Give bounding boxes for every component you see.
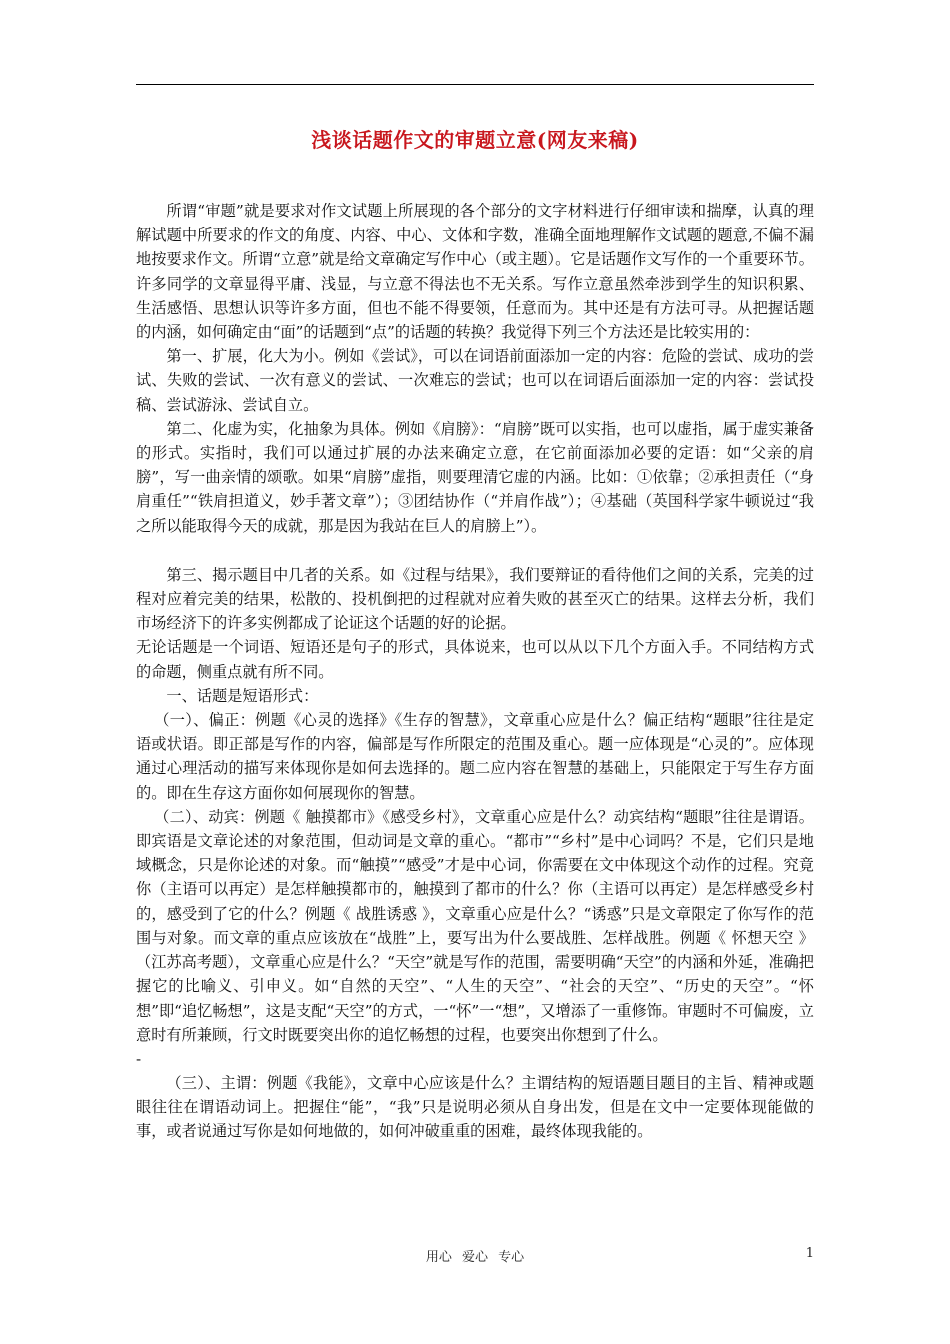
paragraph-method-2: 第二、化虚为实，化抽象为具体。例如《肩膀》：“肩膀”既可以实指，也可以虚指，属于虚实兼备的形式。实指时，我们可以通过扩展的办法来确定立意，在它前面添加必要的定语：如“父亲的肩膀”，写一曲亲情的颂歌。如果“肩膀”虚指，则要理清它虚的内涵。比如：①依靠；②承担责任（“身肩重任”“铁肩担道义，妙手著文章”）；③团结协作（“并肩作战”）；④基础（英国科学家牛顿说过“我之所以能取得今天的成就，那是因为我站在巨人的肩膀上”）。 (136, 419, 814, 535)
paragraph-intro: 所谓“审题”就是要求对作文试题上所展现的各个部分的文字材料进行仔细审读和揣摩，认真的理解试题中所要求的作文的角度、内容、中心、文体和字数，准确全面地理解作文试题的题意,不偏不漏地按要求作文。所谓“立意”就是给文章确定写作中心（或主题）。它是话题作文写作的一个重要环节。许多同学的文章显得平庸、浅显，与立意不得法也不无关系。写作立意虽然牵涉到学生的知识积累、生活感悟、思想认识等许多方面，但也不能不得要领，任意而为。其中还是有方法可寻。从把握话题的内涵，如何确定由“面”的话题到“点”的话题的转换？我觉得下列三个方法还是比较实用的： (136, 202, 814, 342)
paragraph-method-3: 第三、揭示题目中几者的关系。如《过程与结果》，我们要辩证的看待他们之间的关系，完美的过程对应着完美的结果，松散的、投机倒把的过程就对应着失败的甚至灭亡的结果。这样去分析，我们市场经济下的许多实例都成了论证这个话题的好的论据。 (136, 565, 814, 633)
page-footer (136, 1246, 814, 1266)
paragraph-modifier: （一）、偏正：例题《心灵的选择》《生存的智慧》，文章重心应是什么？偏正结构“题眼”往往是定语或状语。即正部是写作的内容，偏部是写作所限定的范围及重心。题一应体现是“心灵的”。应体现通过心理活动的描写来体现你是如何去选择的。题二应内容在智慧的基础上，只能限定于写生存方面的。即在生存这方面你如何展现你的智慧。 (136, 711, 814, 802)
page-number: 1 (805, 1246, 814, 1261)
document-body (136, 199, 814, 1144)
document-title: 浅谈话题作文的审题立意(网友来稿) (311, 128, 639, 152)
dash-mark: - (136, 1049, 142, 1068)
footer-motto: 用心 爱心 专心 (425, 1250, 525, 1265)
header-rule (136, 84, 814, 85)
paragraph-subject-predicate: （三）、主谓：例题《我能》，文章中心应该是什么？主谓结构的短语题目题目的主旨、精神或题眼往往在谓语动词上。把握住“能”，“我”只是说明必须从自身出发，但是在文中一定要体现能做的事，或者说通过写你是如何地做的，如何冲破重重的困难，最终体现我能的。 (136, 1073, 814, 1141)
paragraph-structures: 无论话题是一个词语、短语还是句子的形式，具体说来，也可以从以下几个方面入手。不同结构方式的命题，侧重点就有所不同。 (136, 638, 814, 681)
paragraph-method-1: 第一、扩展，化大为小。例如《尝试》，可以在词语前面添加一定的内容：危险的尝试、成功的尝试、失败的尝试、一次有意义的尝试、一次难忘的尝试；也可以在词语后面添加一定的内容：尝试投稿、尝试游泳、尝试自立。 (136, 347, 814, 414)
section-heading-phrase: 一、话题是短语形式： (166, 686, 319, 705)
paragraph-spacer (136, 538, 814, 563)
paragraph-verb-object: （二）、动宾：例题《 触摸都市》《感受乡村》，文章重心应是什么？动宾结构“题眼”往往是谓语。即宾语是文章论述的对象范围，但动词是文章的重心。“都市”“乡村”是中心词吗？不是，它们只是地域概念，只是你论述的对象。而“触摸”“感受”才是中心词，你需要在文中体现这个动作的过程。究竟你（主语可以再定）是怎样触摸都市的，触摸到了都市的什么？你（主语可以再定）是怎样感受乡村的，感受到了它的什么？例题《 战胜诱惑 》，文章重心应是什么？“诱惑”只是文章限定了你写作的范围与对象。而文章的重点应该放在“战胜”上，要写出为什么要战胜、怎样战胜。例题《 怀想天空 》（江苏高考题），文章重心应是什么？“天空”就是写作的范围，需要明确“天空”的内涵和外延，准确把握它的比喻义、引申义。如“自然的天空”、“人生的天空”、“社会的天空”、“历史的天空”。“怀想”即“追忆畅想”，这是支配“天空”的方式，一“怀”一“想”，又增添了一重修饰。审题时不可偏废，立意时有所兼顾，行文时既要突出你的追忆畅想的过程，也要突出你想到了什么。 (136, 807, 814, 1044)
